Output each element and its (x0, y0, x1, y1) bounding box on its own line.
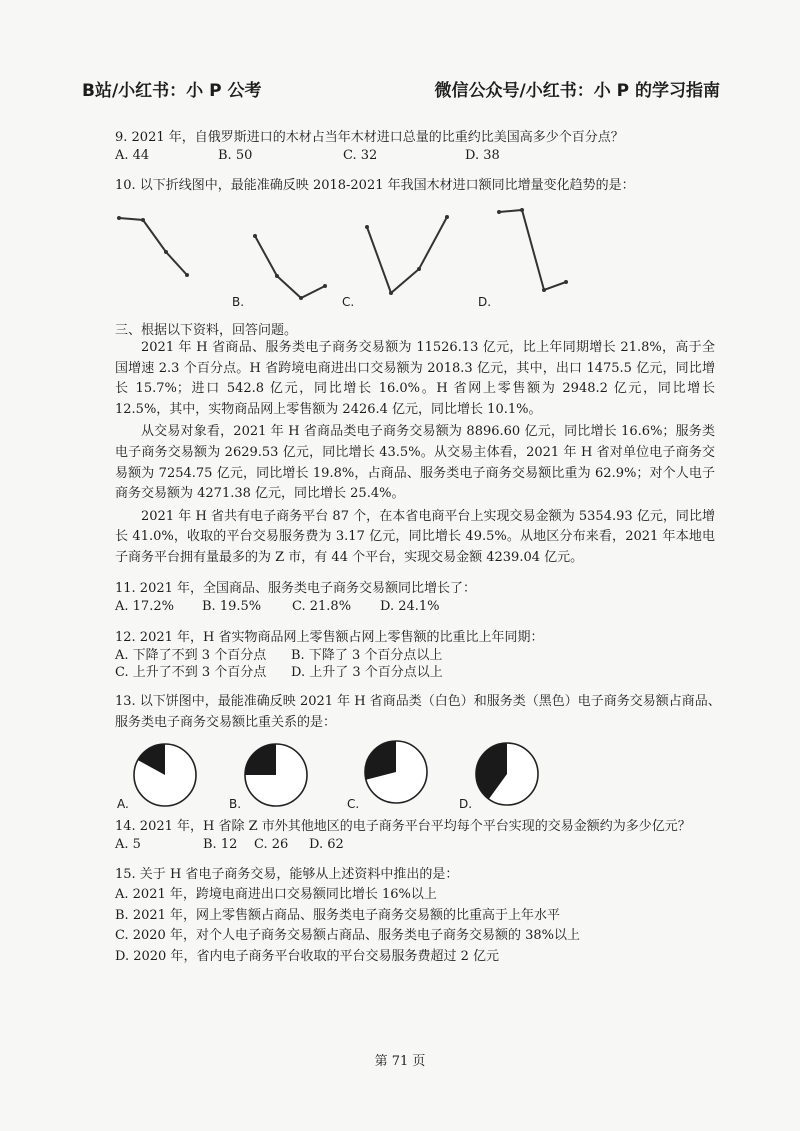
q9-options (115, 147, 500, 164)
page-number: 第 71 页 (374, 1054, 426, 1069)
line-chart-c-trend (367, 217, 447, 293)
q11-option-d: D. 24.1% (380, 599, 440, 614)
q12-option-b: B. 下降了 3 个百分点以上 (291, 648, 443, 663)
q15-option-d: D. 2020 年，省内电子商务平台收取的平台交易服务费超过 2 亿元 (115, 949, 499, 964)
q14-options (115, 836, 344, 853)
material-paragraph-2: 从交易对象看，2021 年 H 省商品类电子商务交易额为 8896.60 亿元，同比增长 16.6%；服务类电子商务交易额为 2629.53 亿元，同比增长 43.5%。从交易主体看，2021 年 H 省对单位电子商务交易额为 7254.75 亿元，同比增长 19.8%，占商品、服务类电子商务交易额比重为 62.9%；对个人电子商务交易额为 4271.38 亿元，同比增长 25.4%。 (115, 424, 715, 502)
line-chart-a-point (185, 273, 189, 277)
q14-option-d: D. 62 (309, 837, 344, 852)
line-chart-c-point (365, 225, 369, 229)
pie-chart-d (473, 740, 541, 808)
q13-stem-line1: 13. 以下饼图中，最能准确反映 2021 年 H 省商品类（白色）和服务类（黑色）电子商务交易额占商品、 (115, 694, 721, 709)
q14-option-b: B. 12 (203, 837, 238, 852)
line-chart-d-point (520, 208, 524, 212)
line-chart-c-point (389, 291, 393, 295)
line-chart-b-point (253, 234, 257, 238)
section3-material (115, 338, 715, 569)
q15-option-a: A. 2021 年，跨境电商进出口交易额同比增长 16%以上 (115, 887, 437, 902)
line-chart-b (245, 228, 335, 303)
q10-stem: 10. 以下折线图中，最能准确反映 2018-2021 年我国木材进口额同比增量变化趋势的是： (115, 178, 635, 193)
line-chart-c (360, 210, 455, 300)
line-chart-c-point (417, 267, 421, 271)
q11-stem: 11. 2021 年，全国商品、服务类电子商务交易额同比增长了： (115, 581, 477, 596)
q14-option-c: C. 26 (254, 837, 289, 852)
q14-option-a: A. 5 (115, 837, 141, 852)
q11-option-b: B. 19.5% (202, 599, 262, 614)
q10-label-c: C. (342, 295, 355, 309)
line-chart-b-point (275, 274, 279, 278)
pie-chart-c (362, 738, 430, 806)
q13-label-d: D. (459, 797, 473, 811)
q11-option-a: A. 17.2% (115, 599, 174, 614)
q12-option-a: A. 下降了不到 3 个百分点 (115, 648, 267, 663)
header-right: 微信公众号/小红书：小 P 的学习指南 (434, 81, 720, 101)
q12-stem: 12. 2021 年，H 省实物商品网上零售额占网上零售额的比重比上年同期： (115, 630, 544, 645)
line-chart-d (490, 202, 575, 297)
q9-option-b: B. 50 (218, 148, 253, 163)
line-chart-a-point (164, 250, 168, 254)
q13-stem-line2: 服务类电子商务交易额比重关系的是： (115, 715, 337, 730)
q14-stem: 14. 2021 年，H 省除 Z 市外其他地区的电子商务平台平均每个平台实现的交易金额约为多少亿元？ (115, 819, 691, 834)
q12-option-d: D. 上升了 3 个百分点以上 (291, 665, 443, 680)
q13-label-c: C. (347, 797, 360, 811)
q10-label-d: D. (478, 295, 492, 309)
q15-option-c: C. 2020 年，对个人电子商务交易额占商品、服务类电子商务交易额的 38%以上 (115, 928, 580, 943)
line-chart-d-point (542, 288, 546, 292)
q10-label-b: B. (232, 295, 245, 309)
pie-black-slice (245, 744, 276, 775)
line-chart-a-trend (119, 218, 187, 275)
line-chart-d-point (497, 210, 501, 214)
line-chart-d-trend (499, 210, 566, 290)
line-chart-a-point (117, 216, 121, 220)
q9-stem: 9. 2021 年，自俄罗斯进口的木材占当年木材进口总量的比重约比美国高多少个百分点？ (115, 130, 624, 145)
line-chart-c-point (445, 215, 449, 219)
header-left: B站/小红书：小 P 公考 (82, 81, 262, 101)
q11-options (115, 598, 440, 615)
section3-title: 三、根据以下资料，回答问题。 (115, 323, 298, 338)
pie-chart-b (242, 741, 310, 809)
material-paragraph-1: 2021 年 H 省商品、服务类电子商务交易额为 11526.13 亿元，比上年同期增长 21.8%，高于全国增速 2.3 个百分点。H 省跨境电商进出口交易额为 2018.3 亿元，其中，出口 1475.5 亿元，同比增长 15.7%；进口 542.8 亿元，同比增长 16.0%。H 省网上零售额为 2948.2 亿元，同比增长 12.5%，其中，实物商品网上零售额为 2426.4 亿元，同比增长 10.1%。 (115, 340, 715, 417)
q9-option-a: A. 44 (115, 148, 150, 163)
q13-label-a: A. (117, 797, 129, 811)
line-chart-b-point (299, 296, 303, 300)
q15-option-b: B. 2021 年，网上零售额占商品、服务类电子商务交易额的比重高于上年水平 (115, 908, 561, 923)
line-chart-a-point (141, 218, 145, 222)
line-chart-b-trend (255, 236, 325, 298)
pie-chart-a (131, 741, 199, 809)
line-chart-d-point (564, 280, 568, 284)
line-chart-a (110, 205, 200, 290)
material-paragraph-3: 2021 年 H 省共有电子商务平台 87 个，在本省电商平台上实现交易金额为 5354.93 亿元，同比增长 41.0%，收取的平台交易服务费为 3.17 亿元，同比增长 49.5%。从地区分布来看，2021 年本地电子商务平台拥有量最多的为 Z 市，有 44 个平台，实现交易金额 4239.04 亿元。 (115, 508, 715, 565)
q11-option-c: C. 21.8% (292, 599, 352, 614)
q12-option-c: C. 上升了不到 3 个百分点 (115, 665, 267, 680)
line-chart-b-point (323, 284, 327, 288)
q15-stem: 15. 关于 H 省电子商务交易，能够从上述资料中推出的是： (115, 867, 459, 882)
q12-options-row2 (115, 664, 443, 681)
q13-label-b: B. (229, 797, 242, 811)
q12-options-row1 (115, 647, 442, 664)
q9-option-c: C. 32 (343, 148, 378, 163)
q9-option-d: D. 38 (465, 148, 500, 163)
